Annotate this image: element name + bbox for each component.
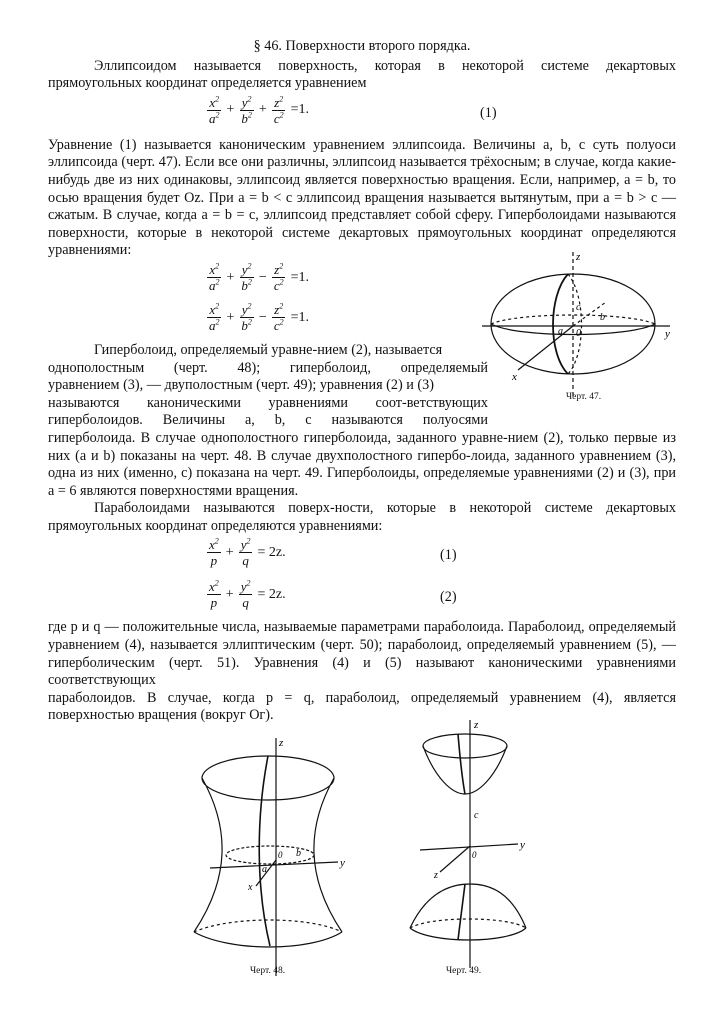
svg-text:b: b — [296, 848, 301, 859]
svg-text:x: x — [248, 882, 253, 893]
hyperboloid-drawings — [190, 718, 550, 988]
svg-text:0: 0 — [576, 328, 581, 339]
figure-48-caption: Черт. 48. — [250, 966, 286, 976]
svg-text:y: y — [340, 857, 345, 869]
two-sheet-hyperboloid — [410, 720, 526, 968]
svg-text:a: a — [558, 326, 563, 337]
hyperboloid-equation-2: $\frac{x^2}{a^2}$ + $\frac{y^2}{b^2}$ − $\frac{z^2}{c^2}$ =1. — [209, 301, 309, 333]
svg-text:0: 0 — [278, 850, 283, 860]
svg-text:a: a — [262, 864, 267, 875]
figure-47-ellipsoid — [478, 246, 678, 408]
one-sheet-hyperboloid — [194, 738, 342, 976]
ellipsoid-paragraph: Уравнение (1) называется каноническим уравнением эллипсоида. Величины a, b, c суть полуоси эллипсоида (черт. 47). Если все они различны, эллипсоид называется трёхосным; в случае, когда какие-нибудь две из них одинаковы, эллипсоид является поверхностью вращения. Если, например, a = b, то осью вращения будет Oz. При a = b < c эллипсоид вращения называется вытянутым, при a = b > c — сжатым. В случае, когда a = b = c, эллипсоид представляет собой сферу. Гиперболоидами называются поверхности, которые в некоторой системе декартовых прямоугольных координат определяются уравнениями: — [48, 136, 676, 259]
svg-text:z: z — [434, 870, 438, 881]
paraboloid-equation-1-row — [48, 535, 676, 577]
figure-49-caption: Черт. 49. — [446, 966, 482, 976]
hyperboloid-line-5: гиперболоидов. Величины a, b, c называются полуосями — [48, 412, 488, 429]
ellipsoid-equation: $\frac{x^2}{a^2}$ + $\frac{y^2}{b^2}$ + $\frac{z^2}{c^2}$ =1. — [209, 94, 309, 126]
hyperboloid-line-2: однополостным (черт. 48); гиперболоид, определяемый — [48, 359, 488, 376]
equation-1-number: (1) — [480, 104, 497, 121]
axis-y-label: y — [665, 328, 670, 340]
ellipsoid-intro-paragraph: Эллипсоидом называется поверхность, которая в некоторой системе декартовых прямоугольных координат определяется уравнением — [48, 57, 676, 92]
paraboloid-equation-2-row — [48, 577, 676, 619]
paraboloid-equation-2: $\frac{x^2}{p}$ + $\frac{y^2}{q}$ = 2z. — [209, 579, 286, 611]
svg-text:c: c — [474, 810, 479, 821]
svg-text:z: z — [474, 719, 479, 731]
axis-z-label: z — [576, 251, 581, 263]
hyperboloid-paragraph-rest: гиперболоида. В случае однополостного гиперболоида, заданного уравне-нием (2), только первые из них (a и b) показаны на черт. 48. В случае двухполостного гипербо-лоида, заданного уравнением (3), одна из них (именно, c) показана на черт. 49. Гиперболоиды, определяемые уравнениями (2) и (3), при a = 6 являются поверхностями вращения. — [48, 429, 676, 499]
svg-text:0: 0 — [472, 850, 477, 860]
ellipsoid-drawing — [478, 246, 678, 408]
svg-text:b: b — [600, 312, 605, 323]
paraboloid-equation-1: $\frac{x^2}{p}$ + $\frac{y^2}{q}$ = 2z. — [209, 537, 286, 569]
paraboloid-paragraph-1: где p и q — положительные числа, называемые параметрами параболоида. Параболоид, определяемый уравнением (4), называется эллиптическим (черт. 50); параболоид, определяемый уравнением (5), — гиперболическим (черт. 51). Уравнения (4) и (5) называют каноническими уравнениями соответствующих — [48, 619, 676, 689]
paraboloid-paragraph-2: параболоидов. В случае, когда p = q, параболоид, определяемый уравнением (4), является поверхностью вращения (вокруг Oг). — [48, 689, 676, 724]
paraboloid-equation-1-number: (1) — [440, 547, 457, 564]
paraboloid-intro-paragraph: Параболоидами называются поверх-ности, которые в некоторой системе декартовых прямоугольных координат определяются уравнениями: — [48, 500, 676, 534]
svg-text:z: z — [279, 737, 284, 749]
paraboloid-equation-2-number: (2) — [440, 589, 457, 606]
axis-x-label: x — [512, 371, 517, 383]
svg-text:y: y — [520, 839, 525, 851]
hyperboloid-line-4: называются каноническими уравнениями соот-ветствующих — [48, 394, 488, 411]
hyperboloid-equation-1: $\frac{x^2}{a^2}$ + $\frac{y^2}{b^2}$ − $\frac{z^2}{c^2}$ =1. — [209, 261, 309, 293]
figures-48-49 — [190, 718, 550, 988]
equation-1-row — [48, 93, 676, 137]
section-title: § 46. Поверхности второго порядка. — [253, 38, 471, 54]
hyperboloid-line-1: Гиперболоид, определяемый уравне-нием (2), называется — [94, 341, 443, 358]
hyperboloid-line-3: уравнением (3), — двуполостным (черт. 49); уравнения (2) и (3) — [48, 377, 434, 394]
svg-text:c: c — [576, 302, 581, 313]
figure-47-caption: Черт. 47. — [566, 392, 602, 402]
